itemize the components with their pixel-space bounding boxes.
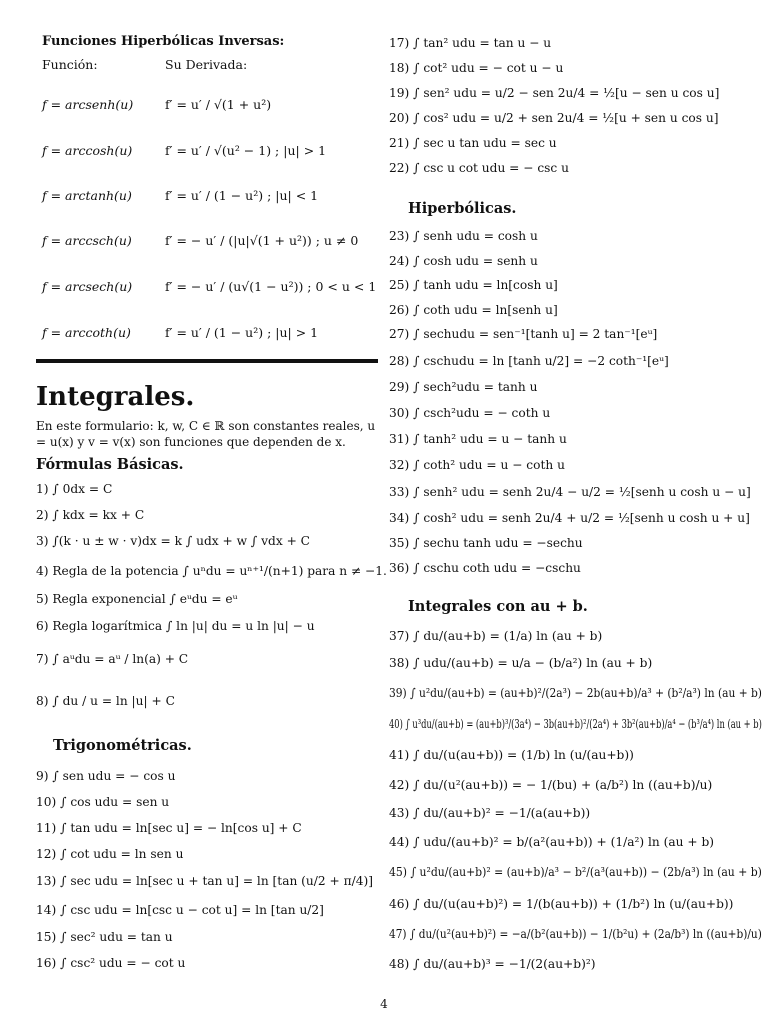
column-header-function: Función: (42, 57, 98, 72)
formula-item: 42) ∫ du/(u²(au+b)) = − 1/(bu) + (a/b²) ln ((au+b)/u) (389, 778, 713, 792)
formula-item: 5) Regla exponencial ∫ eᵘdu = eᵘ (36, 592, 238, 606)
formula-item: 27) ∫ sechudu = sen⁻¹[tanh u] = 2 tan⁻¹[eᵘ] (389, 327, 658, 341)
formula-item: 48) ∫ du/(au+b)³ = −1/(2(au+b)²) (389, 957, 596, 971)
derivative-row (42, 220, 358, 260)
formula-item: 11) ∫ tan udu = ln[sec u] = − ln[cos u] + C (36, 821, 302, 835)
formula-item: 7) ∫ aᵘdu = aᵘ / ln(a) + C (36, 652, 189, 666)
formula-item: 13) ∫ sec udu = ln[sec u + tan u] = ln [tan (u/2 + π/4)] (36, 874, 373, 888)
formula-item: 8) ∫ du / u = ln |u| + C (36, 694, 175, 708)
derivative-row (42, 175, 318, 215)
formula-item: 17) ∫ tan² udu = tan u − u (389, 36, 552, 50)
formula-item: 4) Regla de la potencia ∫ uⁿdu = uⁿ⁺¹/(n+1) para n ≠ −1. (36, 564, 387, 578)
trig-title: Trigonométricas. (53, 737, 192, 754)
derivative-expression: f′ = − u′ / (u√(1 − u²)) ; 0 < u < 1 (165, 278, 377, 294)
function-expression: f = arccsch(u) (42, 232, 132, 248)
formula-item: 6) Regla logarítmica ∫ ln |u| du = u ln |u| − u (36, 619, 315, 633)
formula-item: 34) ∫ cosh² udu = senh 2u/4 + u/2 = ½[senh u cosh u + u] (389, 511, 750, 525)
formula-item: 19) ∫ sen² udu = u/2 − sen 2u/4 = ½[u − sen u cos u] (389, 86, 720, 100)
formula-item: 12) ∫ cot udu = ln sen u (36, 847, 184, 861)
formula-item: 47) ∫ du/(u²(au+b)²) = −a/(b²(au+b)) − 1/(b²u) + (2a/b³) ln ((au+b)/u) (389, 927, 762, 941)
intro-paragraph: En este formulario: k, w, C ∈ ℝ son constantes reales, u = u(x) y v = v(x) son funciones que dependen de x. (36, 419, 376, 450)
formula-item: 16) ∫ csc² udu = − cot u (36, 956, 186, 970)
formula-item: 36) ∫ cschu coth udu = −cschu (389, 561, 581, 575)
derivative-row (42, 130, 326, 170)
formula-item: 10) ∫ cos udu = sen u (36, 795, 170, 809)
formula-item: 23) ∫ senh udu = cosh u (389, 229, 538, 243)
formula-item: 35) ∫ sechu tanh udu = −sechu (389, 536, 583, 550)
formula-item: 2) ∫ kdx = kx + C (36, 508, 145, 522)
formula-item: 18) ∫ cot² udu = − cot u − u (389, 61, 564, 75)
derivative-expression: f′ = u′ / (1 − u²) ; |u| > 1 (165, 324, 319, 340)
formula-item: 22) ∫ csc u cot udu = − csc u (389, 161, 569, 175)
formula-item: 14) ∫ csc udu = ln[csc u − cot u] = ln [tan u/2] (36, 903, 324, 917)
formula-item: 20) ∫ cos² udu = u/2 + sen 2u/4 = ½[u + sen u cos u] (389, 111, 719, 125)
formula-item: 26) ∫ coth udu = ln[senh u] (389, 303, 558, 317)
formula-item: 45) ∫ u²du/(au+b)² = (au+b)/a³ − b²/(a³(au+b)) − (2b/a³) ln (au + b) (389, 865, 762, 879)
formula-item: 38) ∫ udu/(au+b) = u/a − (b/a²) ln (au + b) (389, 656, 653, 670)
derivative-row (42, 312, 318, 352)
formula-item: 1) ∫ 0dx = C (36, 482, 113, 496)
derivative-expression: f′ = u′ / √(u² − 1) ; |u| > 1 (165, 142, 327, 158)
formula-item: 3) ∫(k · u ± w · v)dx = k ∫ udx + w ∫ vdx + C (36, 534, 310, 548)
function-expression: f = arccosh(u) (42, 142, 133, 158)
formula-item: 24) ∫ cosh udu = senh u (389, 254, 538, 268)
formula-item: 33) ∫ senh² udu = senh 2u/4 − u/2 = ½[senh u cosh u − u] (389, 485, 751, 499)
formula-item: 30) ∫ csch²udu = − coth u (389, 406, 551, 420)
formula-item: 21) ∫ sec u tan udu = sec u (389, 136, 557, 150)
integrals-title: Integrales. (36, 382, 195, 412)
formula-item: 46) ∫ du/(u(au+b)²) = 1/(b(au+b)) + (1/b²) ln (u/(au+b)) (389, 897, 734, 911)
formula-item: 41) ∫ du/(u(au+b)) = (1/b) ln (u/(au+b)) (389, 748, 634, 762)
basic-formulas-title: Fórmulas Básicas. (36, 456, 184, 473)
section-divider (36, 359, 378, 363)
formula-item: 28) ∫ cschudu = ln [tanh u/2] = −2 coth⁻¹[eᵘ] (389, 354, 669, 368)
function-expression: f = arcsenh(u) (42, 96, 134, 112)
derivative-expression: f′ = − u′ / (|u|√(1 + u²)) ; u ≠ 0 (165, 232, 359, 248)
derivative-row (42, 266, 376, 306)
formula-item: 25) ∫ tanh udu = ln[cosh u] (389, 278, 558, 292)
derivative-expression: f′ = u′ / √(1 + u²) (165, 96, 272, 112)
formula-item: 37) ∫ du/(au+b) = (1/a) ln (au + b) (389, 629, 603, 643)
hyperbolic-title: Hiperbólicas. (408, 200, 517, 217)
formula-item: 39) ∫ u²du/(au+b) = (au+b)²/(2a³) − 2b(au+b)/a³ + (b²/a³) ln (au + b) (389, 686, 762, 700)
formula-item: 44) ∫ udu/(au+b)² = b/(a²(au+b)) + (1/a²) ln (au + b) (389, 835, 715, 849)
formula-item: 9) ∫ sen udu = − cos u (36, 769, 176, 783)
formula-item: 29) ∫ sech²udu = tanh u (389, 380, 538, 394)
inverse-hyperbolic-title: Funciones Hiperbólicas Inversas: (42, 34, 285, 49)
formula-item: 32) ∫ coth² udu = u − coth u (389, 458, 565, 472)
function-expression: f = arccoth(u) (42, 324, 131, 340)
page-number: 4 (380, 997, 388, 1011)
au-plus-b-title: Integrales con au + b. (408, 598, 588, 615)
function-expression: f = arcsech(u) (42, 278, 133, 294)
formula-item: 40) ∫ u³du/(au+b) = (au+b)³/(3a⁴) − 3b(au+b)²/(2a⁴) + 3b²(au+b)/a⁴ − (b³/a⁴) ln (au + b) (389, 717, 762, 731)
function-expression: f = arctanh(u) (42, 187, 132, 203)
column-header-derivative: Su Derivada: (165, 57, 248, 72)
derivative-row (42, 84, 271, 124)
formula-item: 15) ∫ sec² udu = tan u (36, 930, 173, 944)
derivative-expression: f′ = u′ / (1 − u²) ; |u| < 1 (165, 187, 319, 203)
formula-item: 43) ∫ du/(au+b)² = −1/(a(au+b)) (389, 806, 591, 820)
formula-item: 31) ∫ tanh² udu = u − tanh u (389, 432, 567, 446)
